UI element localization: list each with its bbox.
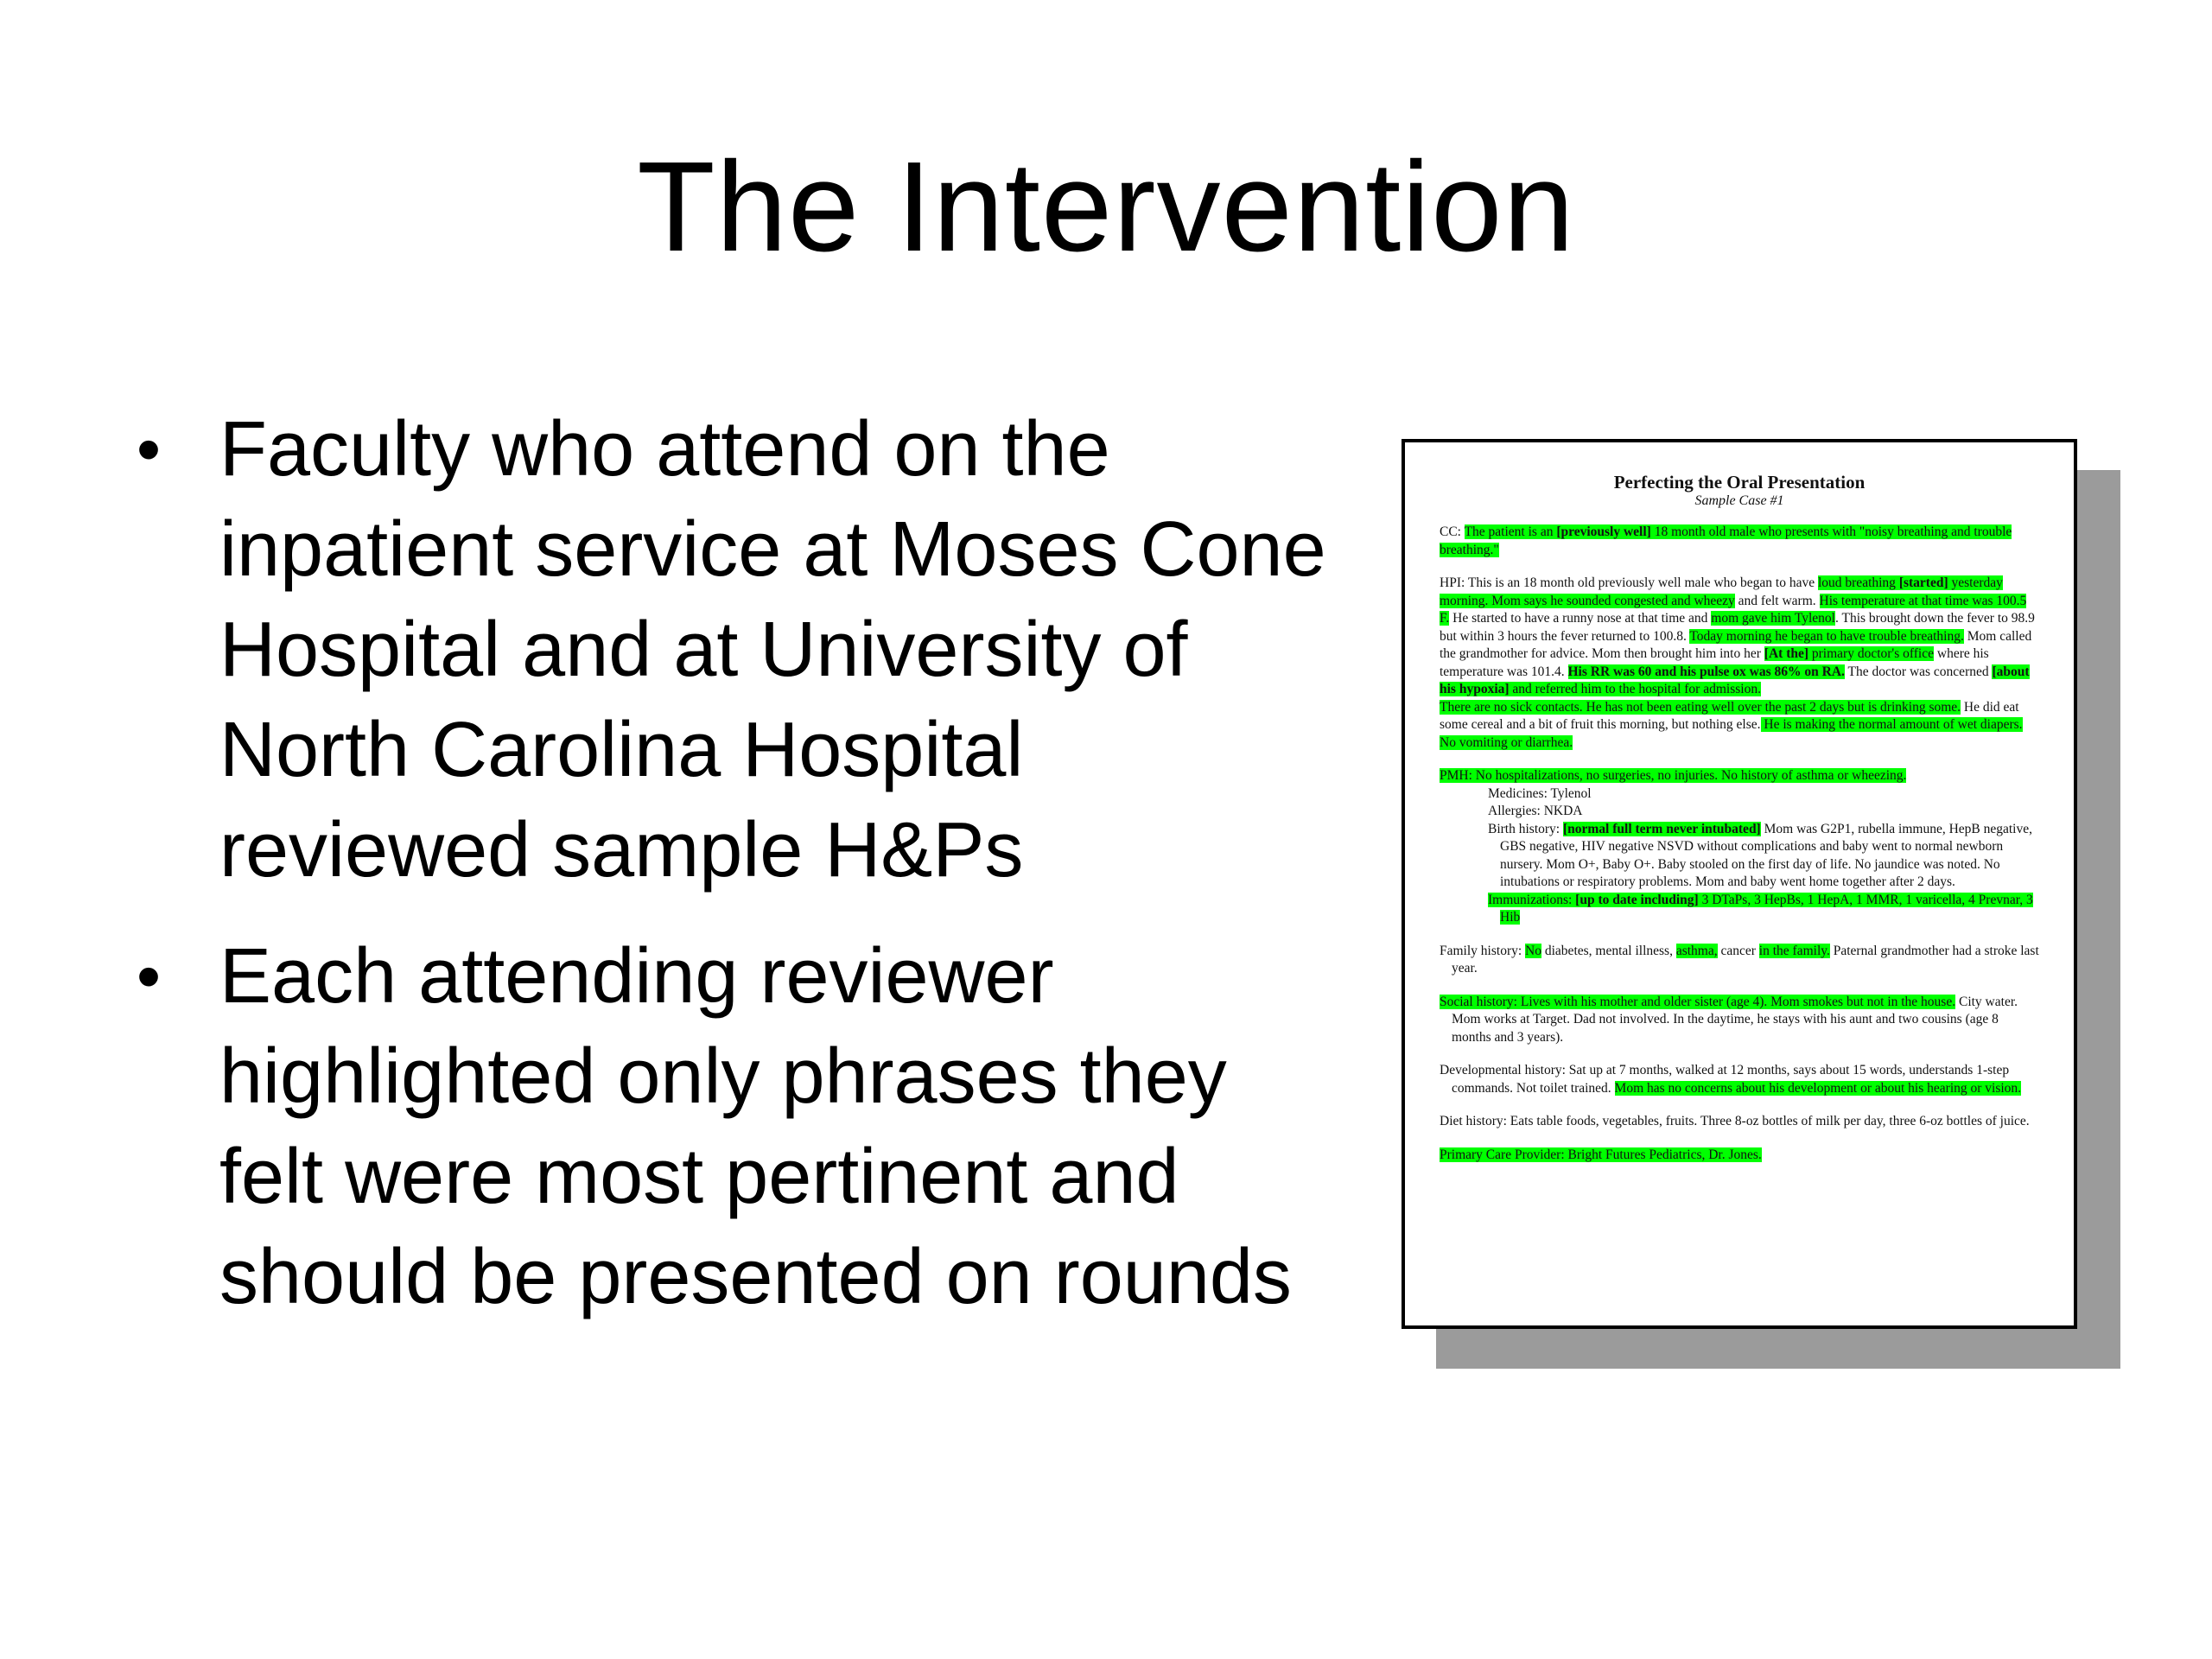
highlight: No	[1525, 943, 1541, 958]
doc-meds: Medicines: Tylenol	[1488, 785, 1592, 801]
text: Mom called the grandmother for advice. Mom then brought him into her	[1440, 628, 2032, 661]
text: The doctor was concerned	[1844, 664, 1993, 679]
bullet-text: Each attending reviewer highlighted only phrases they felt were most pertinent and should be presented on rounds	[219, 933, 1292, 1320]
text: and felt warm.	[1734, 593, 1820, 608]
doc-cc	[1440, 524, 2039, 559]
doc-pmh	[1440, 767, 2039, 785]
doc-social-history	[1440, 994, 2039, 1047]
text: HPI: This is an 18 month old previously well male who began to have	[1440, 575, 1818, 590]
highlight: The patient is an	[1464, 524, 1557, 539]
highlight: Mom says he sounded congested and wheezy	[1488, 593, 1735, 608]
highlight: asthma,	[1675, 943, 1718, 958]
text: where his temperature was 101.4.	[1440, 646, 1989, 679]
doc-hpi	[1440, 575, 2039, 699]
bullet-item	[130, 399, 1348, 900]
doc-developmental-history	[1440, 1062, 2039, 1097]
doc-birth-history	[1488, 821, 2039, 892]
highlight: [At the]	[1764, 646, 1809, 661]
bullet-item	[130, 926, 1348, 1327]
doc-allergies: Allergies: NKDA	[1488, 804, 1583, 818]
highlight: Mom has no concerns about his development or about his hearing or vision.	[1614, 1080, 2022, 1096]
text: He did eat some cereal and a bit of fruit this morning, but nothing else.	[1440, 699, 2019, 732]
highlight: and referred him to the hospital for admission.	[1509, 682, 1761, 696]
bullet-dot: •	[137, 410, 162, 487]
text: . This brought down the fever to 98.9 but within 3 hours the fever returned to 100.8.	[1440, 611, 2035, 644]
highlight: Social history: Lives with his mother and older sister (age 4). Mom smokes but not in the house.	[1440, 994, 1956, 1009]
highlight: His RR was 60 and his pulse ox was 86% on RA.	[1567, 664, 1845, 679]
highlight: primary doctor's office	[1808, 646, 1934, 661]
highlight: He is making the normal amount of wet diapers. No vomiting or diarrhea.	[1440, 717, 2023, 750]
highlight: loud breathing	[1817, 575, 1899, 590]
highlight: in the family.	[1758, 943, 1830, 958]
doc-family-history	[1440, 943, 2039, 978]
text: diabetes, mental illness,	[1541, 943, 1676, 958]
text: Paternal grandmother had a stroke last year.	[1452, 943, 2039, 976]
highlight: mom gave him Tylenol	[1711, 611, 1835, 626]
highlight: yesterday morning.	[1440, 575, 2003, 608]
highlight: [started]	[1898, 575, 1948, 590]
doc-diet-history: Diet history: Eats table foods, vegetables, fruits. Three 8-oz bottles of milk per day, three 6-oz bottles of juice.	[1440, 1114, 2030, 1128]
cc-label: CC:	[1440, 524, 1465, 539]
slide-title: The Intervention	[637, 136, 1575, 278]
highlight: 18 month old male who presents with "noisy breathing and trouble breathing."	[1440, 524, 2012, 557]
sample-document	[1402, 439, 2077, 1329]
highlight: [normal full term never intubated]	[1562, 821, 1761, 836]
highlight: PMH: No hospitalizations, no surgeries, no injuries. No history of asthma or wheezing.	[1440, 768, 1907, 783]
highlight: [about his hypoxia]	[1440, 664, 2030, 696]
highlight: Primary Care Provider: Bright Futures Pediatrics, Dr. Jones.	[1440, 1147, 1762, 1162]
sample-document-figure	[1402, 439, 2127, 1372]
highlight: His temperature at that time was 100.5 F.	[1440, 593, 2027, 626]
bullet-text: Faculty who attend on the inpatient service at Moses Cone Hospital and at University of North Carolina Hospital reviewed sample H&Ps	[219, 406, 1326, 893]
highlight: [previously well]	[1556, 524, 1651, 539]
text: Family history:	[1440, 943, 1526, 958]
highlight: 3 DTaPs, 3 HepBs, 1 HepA, 1 MMR, 1 varicella, 4 Prevnar, 3 Hib	[1500, 892, 2033, 925]
doc-pcp	[1440, 1147, 2039, 1165]
text: Developmental history: Sat up at 7 months, walked at 12 months, says about 15 words, understands 1-step commands. Not toilet trained.	[1440, 1063, 2010, 1096]
document-subtitle: Sample Case #1	[1694, 493, 1784, 508]
highlight: [up to date including]	[1575, 892, 1699, 907]
text: Mom was G2P1, rubella immune, HepB negative, GBS negative, HIV negative NSVD without complications and baby went to normal newborn nursery. Mom O+, Baby O+. Baby stooled on the first day of life. No jaundice was noted. No intubations or respiratory problems. Mom and baby went home together after 2 days.	[1500, 821, 2032, 889]
bullet-dot: •	[137, 938, 162, 1014]
doc-immunizations	[1488, 892, 2039, 927]
highlight: There are no sick contacts. He has not been eating well over the past 2 days but is drinking some.	[1440, 699, 1961, 715]
document-title: Perfecting the Oral Presentation	[1613, 472, 1866, 493]
highlight: Today morning he began to have trouble breathing.	[1689, 628, 1964, 644]
bullet-list	[130, 399, 1348, 1353]
doc-hpi-cont	[1440, 699, 2039, 753]
highlight: Immunizations:	[1488, 892, 1576, 907]
text: Birth history:	[1488, 821, 1563, 836]
text: cancer	[1717, 943, 1759, 958]
text: He started to have a runny nose at that time and	[1449, 611, 1712, 626]
text: City water. Mom works at Target. Dad not involved. In the daytime, he stays with his aunt and two cousins (age 8 months and 3 years).	[1452, 994, 2018, 1045]
